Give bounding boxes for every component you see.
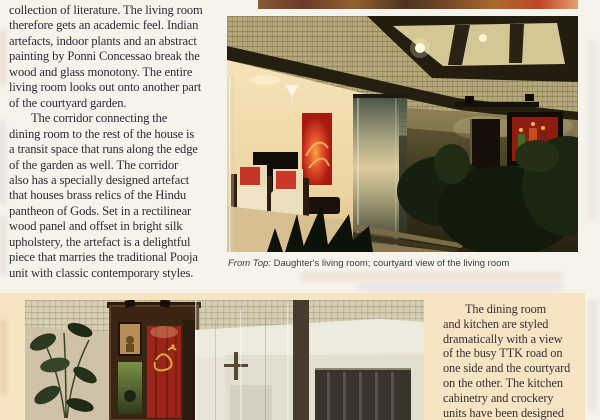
ottoman xyxy=(307,197,340,214)
text-line: of the garden as well. The corridor xyxy=(9,157,179,172)
pooja-unit-corridor-photo xyxy=(25,300,424,420)
bottom-text-column xyxy=(443,302,589,420)
scan-ghost-artifact xyxy=(0,215,6,275)
text-line: one side and the courtyard xyxy=(443,361,571,376)
text-line: cabinetry and crockery xyxy=(443,390,554,405)
text-line: The corridor connecting the xyxy=(31,111,168,126)
abstract-red-painting xyxy=(302,113,332,185)
daughters-living-room-photo-edge xyxy=(258,0,578,9)
text-line: of the courtyard garden. xyxy=(9,95,127,110)
text-line: units have been designed xyxy=(443,405,564,420)
text-line: The dining room xyxy=(465,302,547,316)
left-text-column xyxy=(9,3,227,281)
courtyard-photo-illustration xyxy=(227,16,578,252)
text-line: dining room to the rest of the house is xyxy=(9,126,195,141)
paragraph xyxy=(9,111,227,281)
text-line: a transit space that runs along the edge xyxy=(9,142,198,157)
text-line: and kitchen are styled xyxy=(443,316,549,331)
text-line: also has a specially designed artefact xyxy=(9,172,189,187)
pooja-photo-illustration xyxy=(25,300,424,420)
text-line: on the other. The kitchen xyxy=(443,375,563,390)
text-line: of the busy TTK road on xyxy=(443,346,563,361)
text-line: dramatically with a view xyxy=(443,331,563,346)
photo-caption xyxy=(228,258,584,269)
text-line: collection of literature. The living room xyxy=(9,3,203,17)
caption-prefix: From Top: xyxy=(228,258,271,269)
text-line: wood and glass monotony. The entire xyxy=(9,64,193,79)
text-line: artefacts, indoor plants and an abstract xyxy=(9,33,197,48)
text-line: upholstery, the artefact is a delightful xyxy=(9,234,191,249)
scan-ghost-artifact xyxy=(358,283,563,291)
scan-ghost-artifact xyxy=(0,30,6,85)
pooja-cabinet xyxy=(107,300,201,420)
text-line: living room looks out onto another part xyxy=(9,80,202,95)
scan-ghost-artifact xyxy=(300,272,562,281)
scan-ghost-artifact xyxy=(0,120,5,205)
scan-ghost-artifact xyxy=(587,300,597,410)
scan-ghost-artifact xyxy=(0,320,7,395)
paragraph xyxy=(9,3,227,111)
brass-relic-niche xyxy=(118,322,142,356)
scan-ghost-artifact xyxy=(588,40,597,220)
text-line: painting by Ponni Concessao break the xyxy=(9,49,200,64)
text-line: therefore gets an academic feel. Indian xyxy=(9,18,199,33)
caption-text: Daughter's living room; courtyard view of the living room xyxy=(270,258,510,269)
om-silk-panel xyxy=(147,326,181,418)
glass-partition-interior xyxy=(195,300,424,420)
courtyard-living-room-photo xyxy=(227,16,578,252)
text-line: piece that marries the traditional Pooja xyxy=(9,250,198,265)
text-line: pantheon of Gods. Set in a rectilinear xyxy=(9,203,192,218)
green-panel-niche xyxy=(118,362,142,414)
text-line: wood panel and offset in bright silk xyxy=(9,219,183,234)
text-line: unit with classic contemporary styles. xyxy=(9,265,194,280)
text-line: that houses brass relics of the Hindu xyxy=(9,188,187,203)
